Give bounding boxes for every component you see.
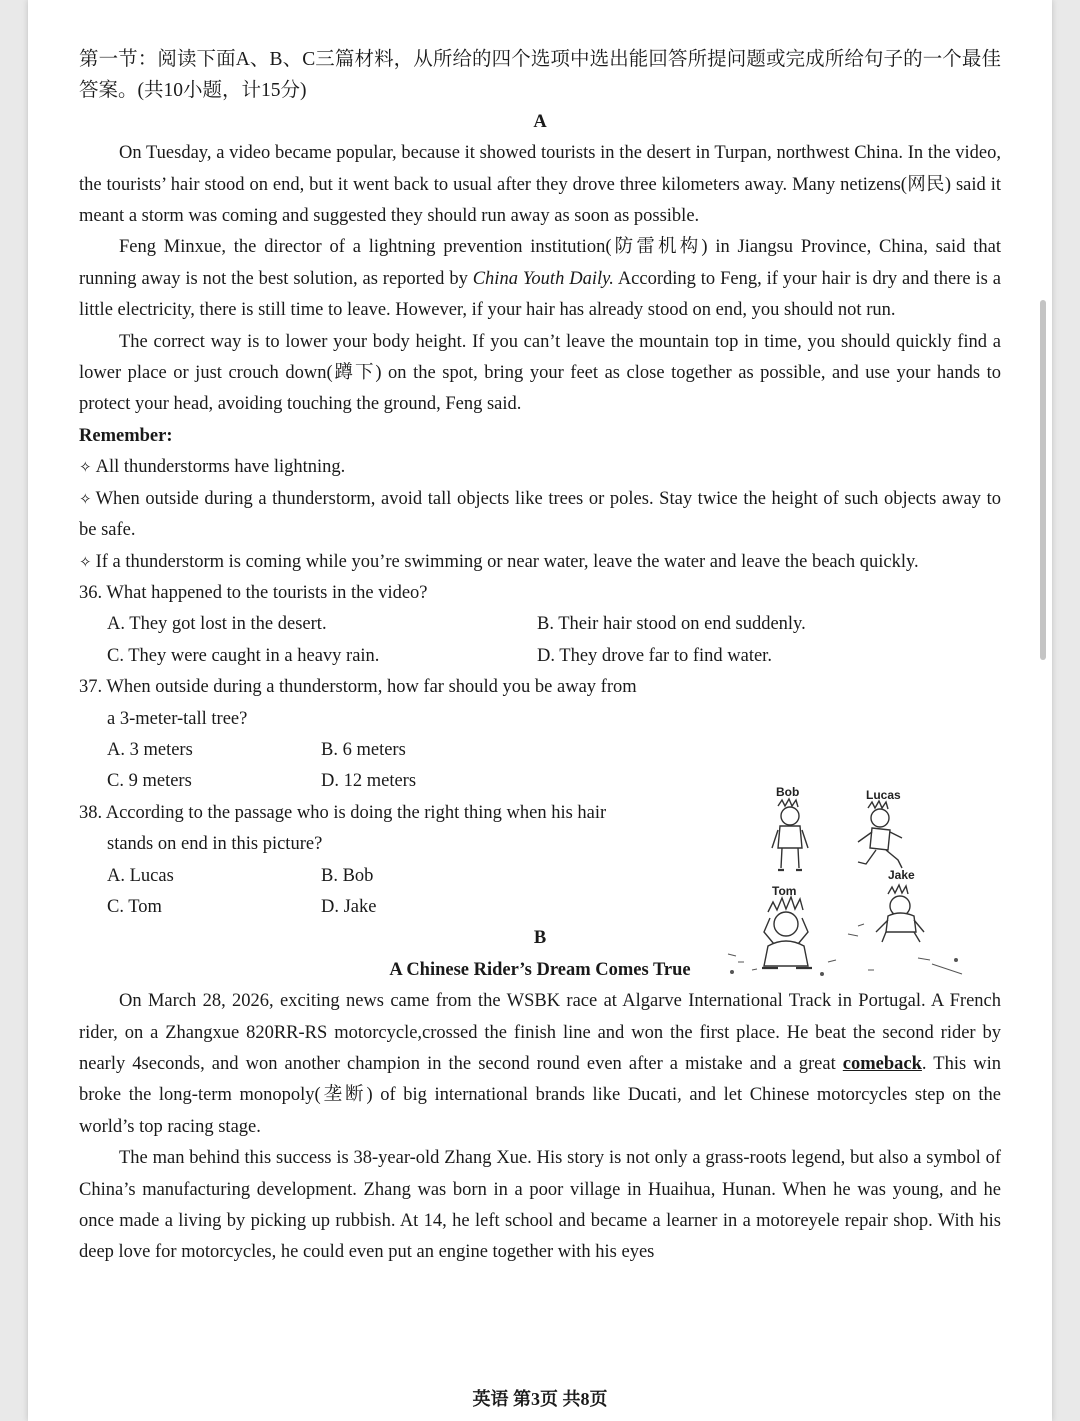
passage-a-p2-text-2: According to Feng, if your hair is dry and there is a little electricity, there is still time to leave. However, if your hair has already stood on end, you should not run. [79,268,1001,321]
question-36-options-row-2 [79,641,1001,672]
bullet-text: All thunderstorms have lightning. [95,457,346,478]
question-36-option-b: B. Their hair stood on end suddenly. [537,614,806,635]
figure-label-jake: Jake [888,868,915,882]
question-37 [79,672,713,798]
newspaper-name: China Youth Daily. [472,268,614,289]
passage-a-paragraph-1: On Tuesday, a video became popular, because it showed tourists in the desert in Turpan, northwest China. In the video, the tourists’ hair stood on end, but it went back to usual after they drove three kilometers away. Many netizens(网民) said it meant a storm was coming and suggested they should run away as soon as possible. [79,143,1001,227]
question-37-options-row-2 [79,766,713,797]
question-38-option-a: A. Lucas [107,865,174,886]
question-38-option-b: B. Bob [321,865,374,886]
four-pointed-star-icon: ✧ [79,458,92,477]
question-37-option-c: C. 9 meters [107,771,192,792]
passage-b-paragraph-2: The man behind this success is 38-year-old Zhang Xue. His story is not only a grass-roots legend, but also a symbol of China’s manufacturing development. Zhang was born in a poor village in Huaihua, Hunan. When he was young, and he once made a living by picking up rubbish. At 14, he left school and became a learner in a motoreyele repair shop. With his deep love for motorcycles, he could even put an engine together with his eyes [79,1148,1001,1263]
figure-label-bob: Bob [776,785,800,799]
bob-figure [772,799,808,870]
highlighted-word: comeback [842,1054,922,1074]
bullet-text: When outside during a thunderstorm, avoid tall objects like trees or poles. Stay twice the height of such objects away to be safe. [79,488,1001,541]
passage-a-heading: A [533,111,547,132]
illustration-svg [718,784,978,984]
scrollbar[interactable] [1040,300,1046,660]
question-36-option-d: D. They drove far to find water. [537,645,772,666]
passage-b-heading: B [533,928,547,949]
question-37-stem-continued: a 3-meter-tall tree? [107,708,248,729]
passage-a-p2-text-1: Feng Minxue, the director of a lightning prevention institution(防雷机构) in Jiangsu Province, China, said that running away is not the best solution, as reported by [79,237,1001,289]
hair-standing-illustration [718,784,978,984]
question-37-options-row-1 [79,735,713,766]
page-footer: 英语 第3页 共8页 [472,1389,608,1409]
passage-b-p1-text-1: On March 28, 2026, exciting news came from the WSBK race at Algarve International Track in Portugal. A French rider, on a Zhangxue 820RR-RS motorcycle,crossed the finish line and won the first place. He beat the second rider by nearly 4seconds, and won another champion in the second round even after a mistake and a great [79,991,1001,1074]
four-pointed-star-icon: ✧ [79,489,92,508]
passage-b-p1-text-2: . This win broke the long-term monopoly(垄断) of big international brands like Ducati, and let Chinese motorcycles step on the world’s top racing stage. [79,1054,1001,1137]
question-38-options-row-1 [79,861,713,892]
question-38-stem-continued: stands on end in this picture? [107,834,323,855]
passage-b-paragraph-1 [79,986,1001,1143]
passage-a-paragraph-3: The correct way is to lower your body height. If you can’t leave the mountain top in time, you should quickly find a lower place or just crouch down(蹲下) on the spot, bring your feet as close together as possible, and use your hands to protect your head, avoiding touching the ground, Feng said. [79,331,1001,415]
bullet-text: If a thunderstorm is coming while you’re swimming or near water, leave the water and leave the beach quickly. [95,551,919,572]
question-38-option-c: C. Tom [107,896,162,917]
question-36-options-row-1 [79,609,1001,640]
question-37-option-b: B. 6 meters [321,739,406,760]
question-37-option-d: D. 12 meters [321,771,417,792]
figure-label-tom: Tom [772,884,797,898]
bullet-item [79,547,1001,578]
question-36-stem: 36. What happened to the tourists in the video? [79,582,428,603]
document-page [28,0,1052,1421]
question-37-stem: 37. When outside during a thunderstorm, how far should you be away from [79,677,637,698]
question-38-option-d: D. Jake [321,896,377,917]
question-36-option-c: C. They were caught in a heavy rain. [107,645,380,666]
question-36-option-a: A. They got lost in the desert. [107,614,327,635]
question-38-stem: 38. According to the passage who is doing the right thing when his hair [79,802,607,823]
tom-figure [762,897,812,968]
jake-figure [876,885,924,942]
passage-b-title: A Chinese Rider’s Dream Comes True [389,959,691,980]
question-38 [79,798,713,924]
bullet-item [79,452,1001,483]
question-38-options-row-2 [79,892,713,923]
remember-label: Remember: [79,425,173,446]
bullet-item [79,484,1001,547]
question-37-option-a: A. 3 meters [107,739,193,760]
passage-a-paragraph-2 [79,232,1001,326]
lucas-figure [858,801,902,868]
four-pointed-star-icon: ✧ [79,552,92,571]
page-content [79,44,1001,1269]
figure-label-lucas: Lucas [866,788,901,802]
section-instructions: 第一节：阅读下面A、B、C三篇材料，从所给的四个选项中选出能回答所提问题或完成所给句子的一个最佳答案。(共10小题，计15分) [79,49,1001,102]
